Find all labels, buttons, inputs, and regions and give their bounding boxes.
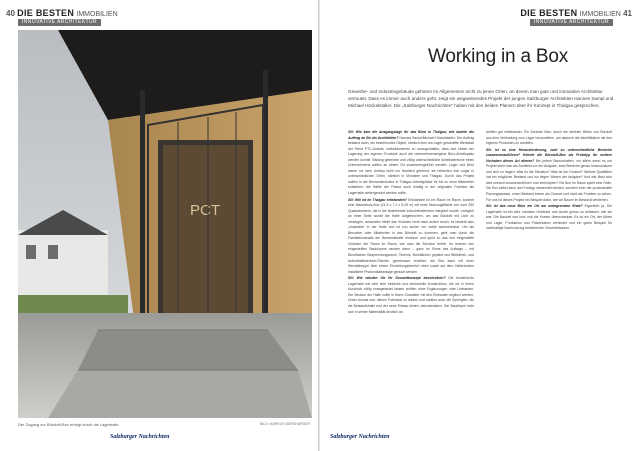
left-head-light: IMMOBILIEN xyxy=(76,11,118,18)
question: SN: Wie kam die Ausgangslage für das Büro in Thalgau; wie lautete die Auftrag an Sie als Architekten? xyxy=(348,130,474,140)
answer: Bei jedem Bauvorhaben, vor allem wenn es um Projekt steht man als Architekt vor der Aufgabe, zwei Bereiche genau hinzuschauen und sich zu fragen: Was ist die Situation? Was ist der Kontext? Welche Qualitäten hat ein möglicher Bestand und wo liegen Wesen der Aufgabe? Und wie lässt sich dies sinnvoll zusammenführen und verknüpfen? Ein Box im Raum spielt eine Rolle. Die Box selbst kann als Prototyp verwendet werden, sondern eher der prozesshafte Planungsansatz, einen Bestand immer als Chance und nicht als Problem zu sehen. Für uns ist dieses Projekt ein Beispiel dafür, wie wir Bauen im Bestand verstehen. xyxy=(486,158,612,202)
right-brand-logo: Salzburger Nachrichten xyxy=(330,434,390,440)
right-page xyxy=(320,0,638,451)
text-column-1 xyxy=(348,130,474,316)
answer: dürften gut miteinander. Ein Zentrale Idee, durch die direkten Blicke von Büroloft aus eine Verbindung zum Lager herzustellen, um dadurch die Identifikation mit den eigenen Produkten zu schaffen. xyxy=(486,130,612,146)
left-page xyxy=(0,0,318,451)
left-running-head xyxy=(6,8,118,18)
question: SN: Wie würden Sie Ihr Gesamtkonzept beschreiben? xyxy=(348,276,446,281)
right-head-light: IMMOBILIEN xyxy=(579,11,621,18)
left-brand-logo: Salzburger Nachrichten xyxy=(110,434,170,440)
right-head-bold: DIE BESTEN xyxy=(520,8,578,18)
question: SN: Wie ist im Thalgau entstanden? xyxy=(348,197,407,202)
building-photo xyxy=(18,30,312,418)
photo-credit: BILD: MARKUS BERNHARDER xyxy=(259,422,310,426)
answer: Hannes Sampl/Michael Höckelstaller: Der Auftrag bestand darin, ein bestehendes Objekt, nämlich eine am Lager geschaffte Werkstatt der Firma PTC-Austria, umfunktionieren zu umzugestalten, dass dort neben der Lagerung der eigenen Produkte auch die unternehmenseigene Büro-Arbeitsplatz werden konnte. Bislang getrennte und völlig unterschiedliche Arbeitsbereiche eines Unternehmens sollten an einem Ort zusammengeführt werden. Lager und Büro waren vor dem Umbau nicht nur räumlich getrennt, sie befanden sich sogar in unterschiedlichen Orten, nämlich in Mondsee und Thalgau. Durch das Projekt sollten in der Bestandsstruktur in Thalgau Arbeitsplätze für bis zu neun Mitarbeiter entstehen; die Hälfte der Fläche auch künftig in der originalen Funktion als Lagerhalle weitergenutzt werden sollte. xyxy=(348,135,474,196)
right-page-number: 41 xyxy=(623,9,632,18)
right-running-head xyxy=(520,8,632,18)
article-lead: Gewerbe- und Industriegebäude gehören im Allgemeinen nicht zu jenen Orten, an denen man gute und innovative Architektur vermutet. Dass es immer auch anders geht, zeigt ein wegweisendes Projekt der jungen Salzburger Architekten Hannes Sampl und Michael Höckelstaller. Die „Salzburger Nachrichten“ haben mit den beiden Planern über ihr Konzept in Thalgau gesprochen. xyxy=(348,89,614,108)
article-title: Working in a Box xyxy=(428,46,569,67)
right-section-ribbon: INNOVATIVE ARCHITEKTUR xyxy=(530,19,613,26)
question: SN: Ist es eine Herausforderung, zwei so unterschiedliche Bereiche zusammenzuführen? Könnte die Büroloft-Box als Prototyp für weitere Vorhaben dieser Art dienen? xyxy=(486,147,612,163)
answer: Eigentlich ja. Die Lagerhalle ist ein sehr robustes Gebäude und wurde genau so belassen, wie sie war. Die Bauzeit war kurz und die Kosten überschaubar. Es ist ein Ort, der Arbeit und Lager, Produktion und Präsentation verbindet und ein gutes Beispiel für nachhaltige Nachnutzung bestehender Gewerbebauten. xyxy=(486,204,612,231)
left-head-bold: DIE BESTEN xyxy=(17,8,75,18)
left-section-ribbon: INNOVATIVE ARCHITEKTUR xyxy=(18,19,101,26)
left-page-number: 40 xyxy=(6,9,15,18)
building-photo-graphic xyxy=(18,30,312,418)
answer: Entstanden ist ein Raum im Raum, konkret eine Massivholz-Box (21,5 x 7,2 x 5,25 m) mit einer Nutzungsfläche von rund 250 Quadratmetern, die in die bestehende Industriehallenbox integriert wurde. Lediglich an einer Seite wurde die Halle aufgebrochen, um das Büroloft mit Licht zu versorgen, ansonsten bleibt das Volumen nicht nach außen durch, es besteht also „invariable“ in der Halle und ist von außen nur subtil wahrnehmbar. Um als Besucher oder Mitarbeiter in das Büroloft zu kommen, geht man durch die Fabrikationshalle der Bestandshalle hindurch und spürt so das neu eingestellte Volumen der Raum im Raum, wie man die Bürobox betritt. Im Inneren des eingestellten Baukörpers wurden dann – ganz im Sinne des Auftrags – mit Büroflächen Besprechungsraum, Technik, Büroflächen geplant und Bibliothek- und Aufenthaltsbereich-Flächen gemeinsam errichtet, die Box kann mit einer Wendeltreppe über einem Einrichtungsbereich oben sowie auf dem Hallenboden installierte Photovoltaikanlage genutzt werden. xyxy=(348,197,474,274)
text-column-2 xyxy=(486,130,612,233)
answer: Die bestehende Lagerhalle hat eine sehr einfache und strukturelle Konstruktion, die wir in Ihrem Ausdruck völlig unangetastet lassen wollten ohne Ergänzungen oder Umbauten. Die Struktur der Halle sollte in ihrem Charakter mit den Einbauten ergänzt werden. Unser Ansatz war, diesen Potenzial zu nutzen und nahtlos auch die Synergien, die die Bestandshalle und der neue Einbau bieten, beizubehalten. Der Baukörper hebt sich in seiner Materialität deutlich ab. xyxy=(348,276,474,314)
question: SN: Ist das neue Büro ein Ort am unbegrenzten Ende? xyxy=(486,204,583,209)
photo-sign-text: PCT xyxy=(190,202,220,219)
photo-caption: Der Zugang zur Büroloft-Box erfolgt durch die Lagerhalle. xyxy=(18,422,120,427)
